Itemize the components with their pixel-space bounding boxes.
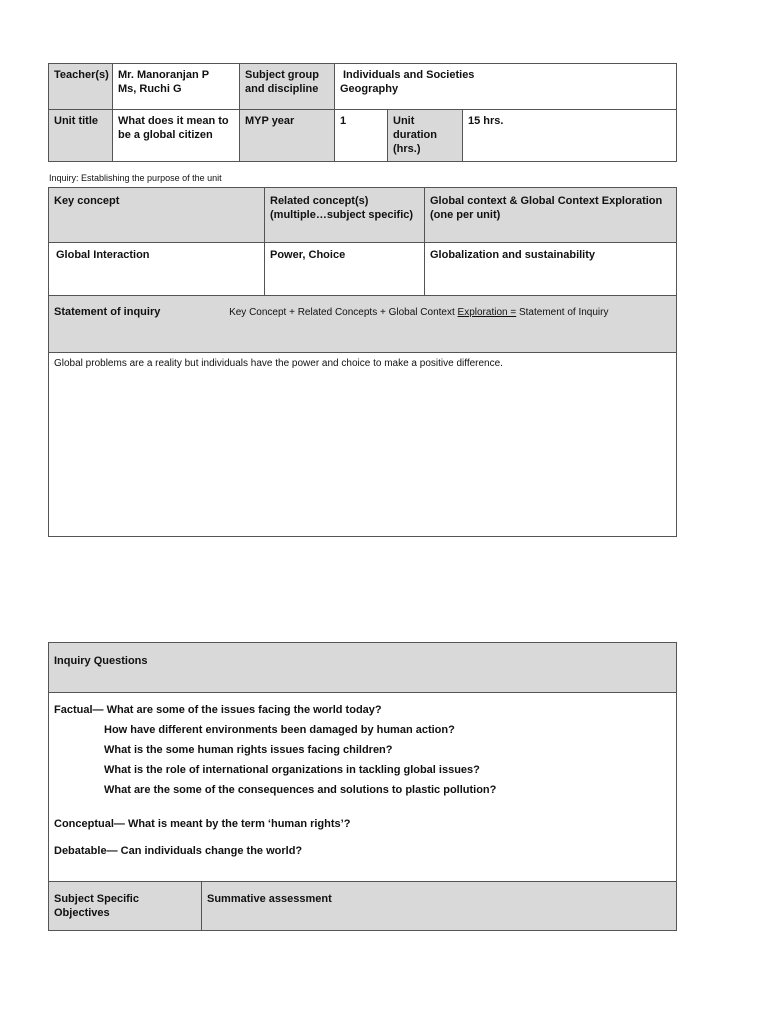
inquiry-caption: Inquiry: Establishing the purpose of the unit [49, 173, 222, 183]
factual-question: What are the some of the consequences and solutions to plastic pollution? [104, 784, 497, 796]
key-concept-value: Global Interaction [49, 243, 265, 296]
debatable-question: Debatable— Can individuals change the world? [54, 845, 303, 857]
statement-of-inquiry-header [49, 296, 677, 353]
subject-objectives-label: Subject Specific Objectives [49, 882, 202, 931]
summative-assessment-label: Summative assessment [202, 882, 677, 931]
teacher-names: Mr. Manoranjan P Ms, Ruchi G [113, 64, 240, 110]
inquiry-questions-body [49, 693, 677, 882]
factual-question: How have different environments been damaged by human action? [104, 724, 455, 736]
conceptual-question: Conceptual— What is meant by the term ‘human rights’? [54, 818, 351, 830]
unit-duration-value: 15 hrs. [463, 110, 677, 162]
unit-title-label: Unit title [49, 110, 113, 162]
statement-formula: Key Concept + Related Concepts + Global Context Exploration = Statement of Inquiry [229, 307, 609, 318]
key-concept-label: Key concept [49, 188, 265, 243]
concepts-table [48, 187, 677, 537]
global-context-value: Globalization and sustainability [425, 243, 677, 296]
teacher-label: Teacher(s) [49, 64, 113, 110]
subject-group-value: Individuals and Societies Geography [335, 64, 677, 110]
myp-year-label: MYP year [240, 110, 335, 162]
factual-question: Factual— What are some of the issues facing the world today? [54, 704, 382, 716]
statement-of-inquiry-label: Statement of inquiry [54, 306, 161, 318]
inquiry-questions-header: Inquiry Questions [49, 643, 677, 693]
unit-header-table [48, 63, 677, 162]
inquiry-questions-table [48, 642, 677, 931]
related-concepts-label: Related concept(s) (multiple…subject specific) [265, 188, 425, 243]
unit-duration-label: Unit duration (hrs.) [388, 110, 463, 162]
global-context-label: Global context & Global Context Exploration (one per unit) [425, 188, 677, 243]
statement-of-inquiry-text: Global problems are a reality but individuals have the power and choice to make a positive difference. [49, 353, 677, 537]
unit-title-value: What does it mean to be a global citizen [113, 110, 240, 162]
myp-year-value: 1 [335, 110, 388, 162]
factual-question: What is the role of international organizations in tackling global issues? [104, 764, 480, 776]
subject-group-label: Subject group and discipline [240, 64, 335, 110]
factual-question: What is the some human rights issues facing children? [104, 744, 393, 756]
related-concepts-value: Power, Choice [265, 243, 425, 296]
